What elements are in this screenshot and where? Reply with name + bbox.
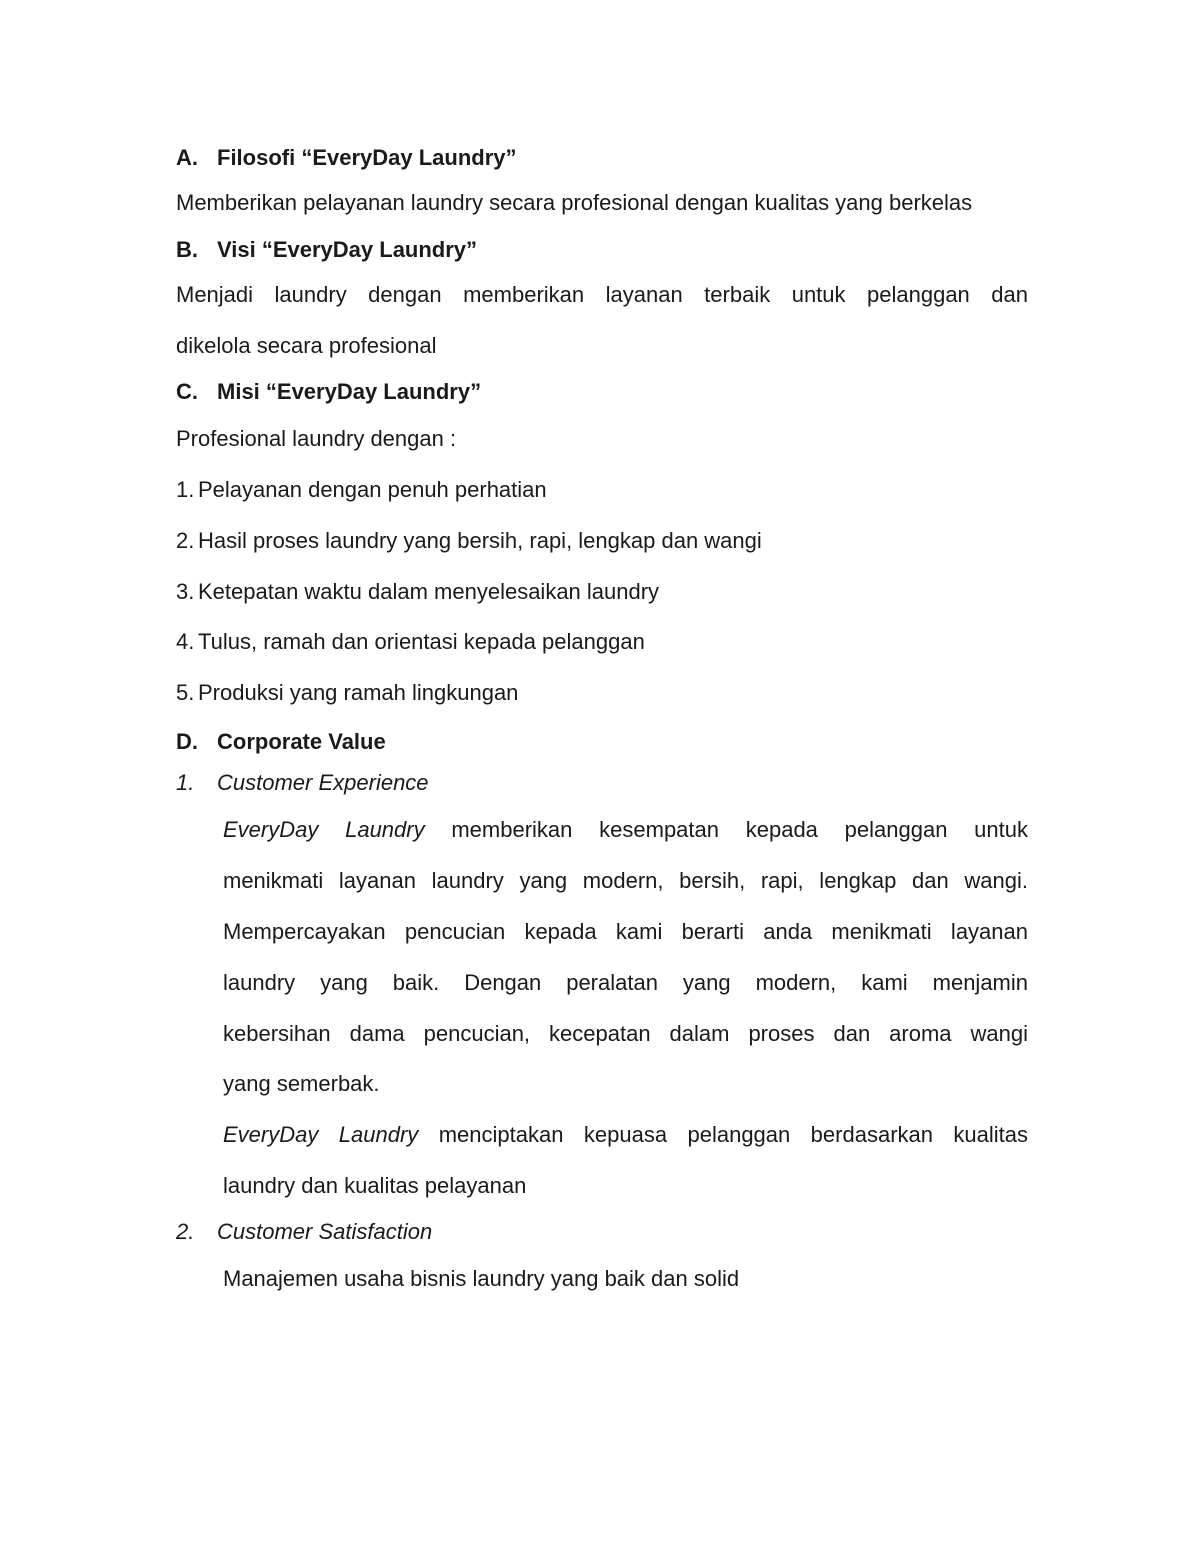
experience-para1-line4: laundry yang baik. Dengan peralatan yang modern, kami menjamin xyxy=(223,970,1028,995)
list-item-number: 5. xyxy=(176,680,195,705)
brand-name: EveryDay Laundry xyxy=(223,1122,419,1147)
experience-para1-line5: kebersihan dama pencucian, kecepatan dalam proses dan aroma wangi xyxy=(223,1021,1028,1046)
value-title-customer-satisfaction xyxy=(176,1219,432,1245)
heading-title: Filosofi “EveryDay Laundry” xyxy=(217,145,517,170)
value-title: Customer Experience xyxy=(217,770,429,795)
list-item-text: Ketepatan waktu dalam menyelesaikan laundry xyxy=(198,579,660,604)
heading-title: Misi “EveryDay Laundry” xyxy=(217,379,482,404)
heading-filosofi xyxy=(176,145,517,171)
list-item-number: 4. xyxy=(176,629,195,654)
heading-title: Visi “EveryDay Laundry” xyxy=(217,237,478,262)
list-item xyxy=(176,528,762,554)
para-text: menciptakan kepuasa pelanggan berdasarkan kualitas xyxy=(438,1122,1029,1147)
list-item-number: 2. xyxy=(176,528,195,553)
experience-para2-line2: laundry dan kualitas pelayanan xyxy=(223,1173,527,1198)
list-item-text: Pelayanan dengan penuh perhatian xyxy=(198,477,547,502)
list-item-number: 3. xyxy=(176,579,195,604)
experience-para1-line2: menikmati layanan laundry yang modern, bersih, rapi, lengkap dan wangi. xyxy=(223,868,1028,893)
value-title-customer-experience xyxy=(176,770,429,796)
visi-body-line2: dikelola secara profesional xyxy=(176,333,437,358)
list-item xyxy=(176,579,659,605)
misi-intro: Profesional laundry dengan : xyxy=(176,426,457,451)
para-text: memberikan kesempatan kepada pelanggan untuk xyxy=(451,817,1028,842)
list-item-text: Tulus, ramah dan orientasi kepada pelanggan xyxy=(198,629,645,654)
heading-letter: B. xyxy=(176,237,198,262)
visi-body-line1: Menjadi laundry dengan memberikan layanan terbaik untuk pelanggan dan xyxy=(176,282,1028,307)
value-title: Customer Satisfaction xyxy=(217,1219,433,1244)
heading-letter: C. xyxy=(176,379,198,404)
list-item xyxy=(176,680,518,706)
list-item xyxy=(176,629,645,655)
satisfaction-body: Manajemen usaha bisnis laundry yang baik dan solid xyxy=(223,1266,740,1291)
list-item-text: Produksi yang ramah lingkungan xyxy=(198,680,519,705)
list-item xyxy=(176,477,547,503)
heading-letter: D. xyxy=(176,729,198,754)
experience-para2-line1 xyxy=(223,1122,1028,1148)
value-number: 1. xyxy=(176,770,195,795)
experience-para1-line1 xyxy=(223,817,1028,843)
heading-title: Corporate Value xyxy=(217,729,386,754)
brand-name: EveryDay Laundry xyxy=(223,817,425,842)
heading-visi xyxy=(176,237,477,263)
heading-letter: A. xyxy=(176,145,198,170)
list-item-number: 1. xyxy=(176,477,195,502)
filosofi-body: Memberikan pelayanan laundry secara profesional dengan kualitas yang berkelas xyxy=(176,190,973,215)
experience-para1-line3: Mempercayakan pencucian kepada kami berarti anda menikmati layanan xyxy=(223,919,1028,944)
heading-misi xyxy=(176,379,481,405)
heading-corporate-value xyxy=(176,729,386,755)
experience-para1-line6: yang semerbak. xyxy=(223,1071,380,1096)
list-item-text: Hasil proses laundry yang bersih, rapi, lengkap dan wangi xyxy=(198,528,762,553)
value-number: 2. xyxy=(176,1219,195,1244)
